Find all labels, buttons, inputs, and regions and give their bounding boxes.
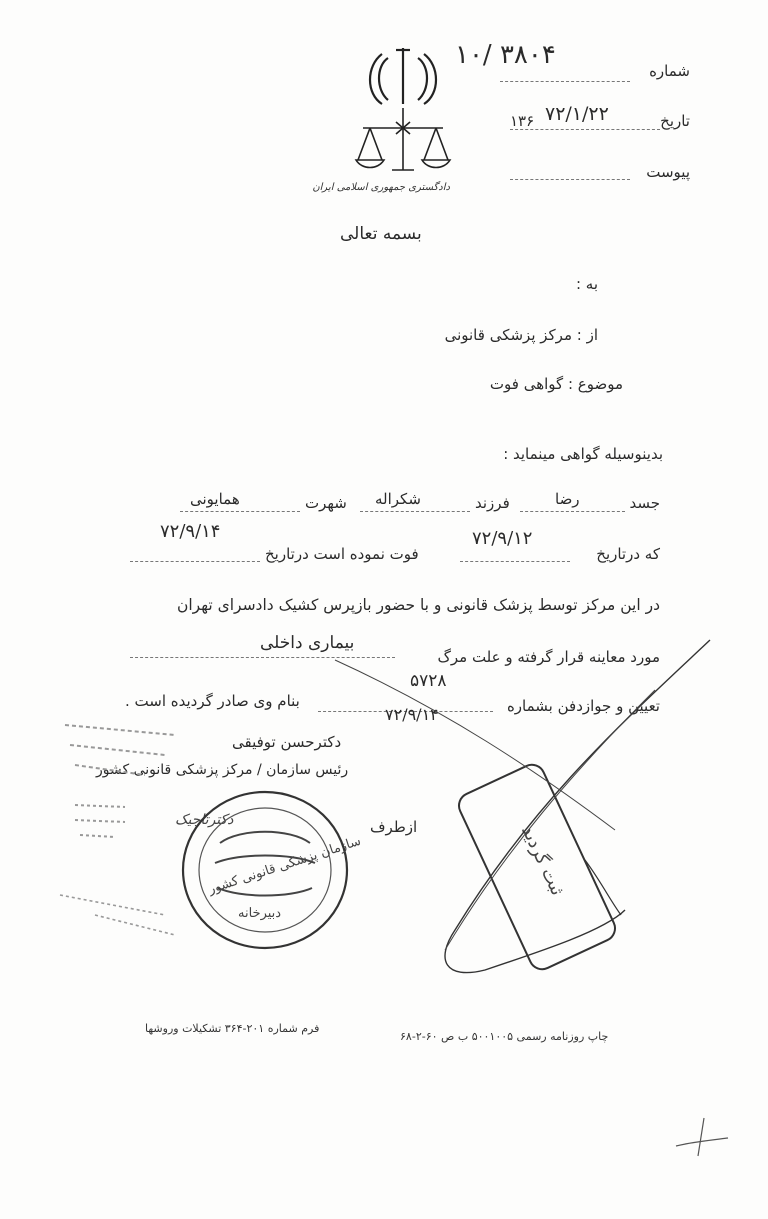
on-date-label: که درتاریخ xyxy=(596,545,660,563)
round-seal-text: سازمان پزشکی قانونی کشور xyxy=(206,833,363,898)
cause-line xyxy=(130,656,395,658)
burial-date-value: ۷۲/۹/۱۴ xyxy=(385,705,439,724)
cross-mark-icon xyxy=(672,1112,732,1162)
body-line xyxy=(520,510,625,512)
died-label: فوت نموده است درتاریخ xyxy=(265,545,419,563)
form-number: فرم شماره ۲۰۱-۳۶۴ تشکیلات وروشها xyxy=(145,1022,320,1035)
signer-name: دکترحسن توفیقی xyxy=(232,733,342,751)
round-seal-inner: دبیرخانه xyxy=(238,906,282,921)
attachment-label: پیوست xyxy=(646,163,690,181)
surname-line xyxy=(180,510,300,512)
death-date-line xyxy=(460,560,570,562)
from-label: از : مرکز پزشکی قانونی xyxy=(444,326,598,344)
margin-marks-icon xyxy=(55,715,185,945)
number-value: ۱۰/ ۳۸۰۴ xyxy=(455,40,556,70)
emblem-caption: دادگستری جمهوری اسلامی ایران xyxy=(312,182,450,193)
subject-label: موضوع : گواهی فوت xyxy=(489,375,623,393)
exam-date-line xyxy=(130,560,260,562)
print-info: چاپ روزنامه رسمی ۵۰۰۱۰۰۵ ب ص ۶۰-۲-۶۸ xyxy=(400,1030,609,1043)
child-line xyxy=(360,510,470,512)
cause-of-death-value: بیماری داخلی xyxy=(260,633,355,653)
surname-value: همایونی xyxy=(190,490,240,508)
registration-stamp-text: ثبت گردید xyxy=(517,822,568,899)
burial-number-value: ۵۷۲۸ xyxy=(410,671,447,691)
death-date-value: ۷۲/۹/۱۲ xyxy=(472,528,533,549)
date-label: تاریخ xyxy=(660,112,690,130)
emblem-icon xyxy=(348,42,458,202)
on-behalf-label: ازطرف xyxy=(370,818,418,836)
signature-scribble-icon xyxy=(425,630,725,990)
salutation: بسمه تعالی xyxy=(340,224,422,244)
exam-date-value: ۷۲/۹/۱۴ xyxy=(160,521,221,542)
cause-text: مورد معاینه قرار گرفته و علت مرگ xyxy=(437,648,660,666)
certify-intro: بدینوسیله گواهی مینماید : xyxy=(503,445,663,463)
signer-title: رئیس سازمان / مرکز پزشکی قانونی کشور xyxy=(96,762,349,778)
date-prefix: ۱۳۶ xyxy=(510,112,535,130)
number-label: شماره xyxy=(649,62,690,80)
attachment-line xyxy=(510,178,630,180)
handwritten-title: دکترتاجیک xyxy=(175,812,234,828)
examination-text: در این مرکز توسط پزشک قانونی و با حضور بازپرس کشیک دادسرای تهران xyxy=(176,596,660,614)
surname-label: شهرت xyxy=(305,494,347,512)
burial-permit-text: تعیین و جوازدفن بشماره xyxy=(506,697,660,715)
father-name-value: شکراله xyxy=(375,490,421,508)
body-name-value: رضا xyxy=(555,490,580,508)
number-line xyxy=(500,80,630,82)
child-label: فرزند xyxy=(475,494,510,512)
body-label: جسد xyxy=(629,494,660,512)
issued-text: بنام وی صادر گردیده است . xyxy=(125,692,300,710)
date-value: ۷۲/۱/۲۲ xyxy=(545,103,609,125)
to-label: به : xyxy=(575,275,598,293)
